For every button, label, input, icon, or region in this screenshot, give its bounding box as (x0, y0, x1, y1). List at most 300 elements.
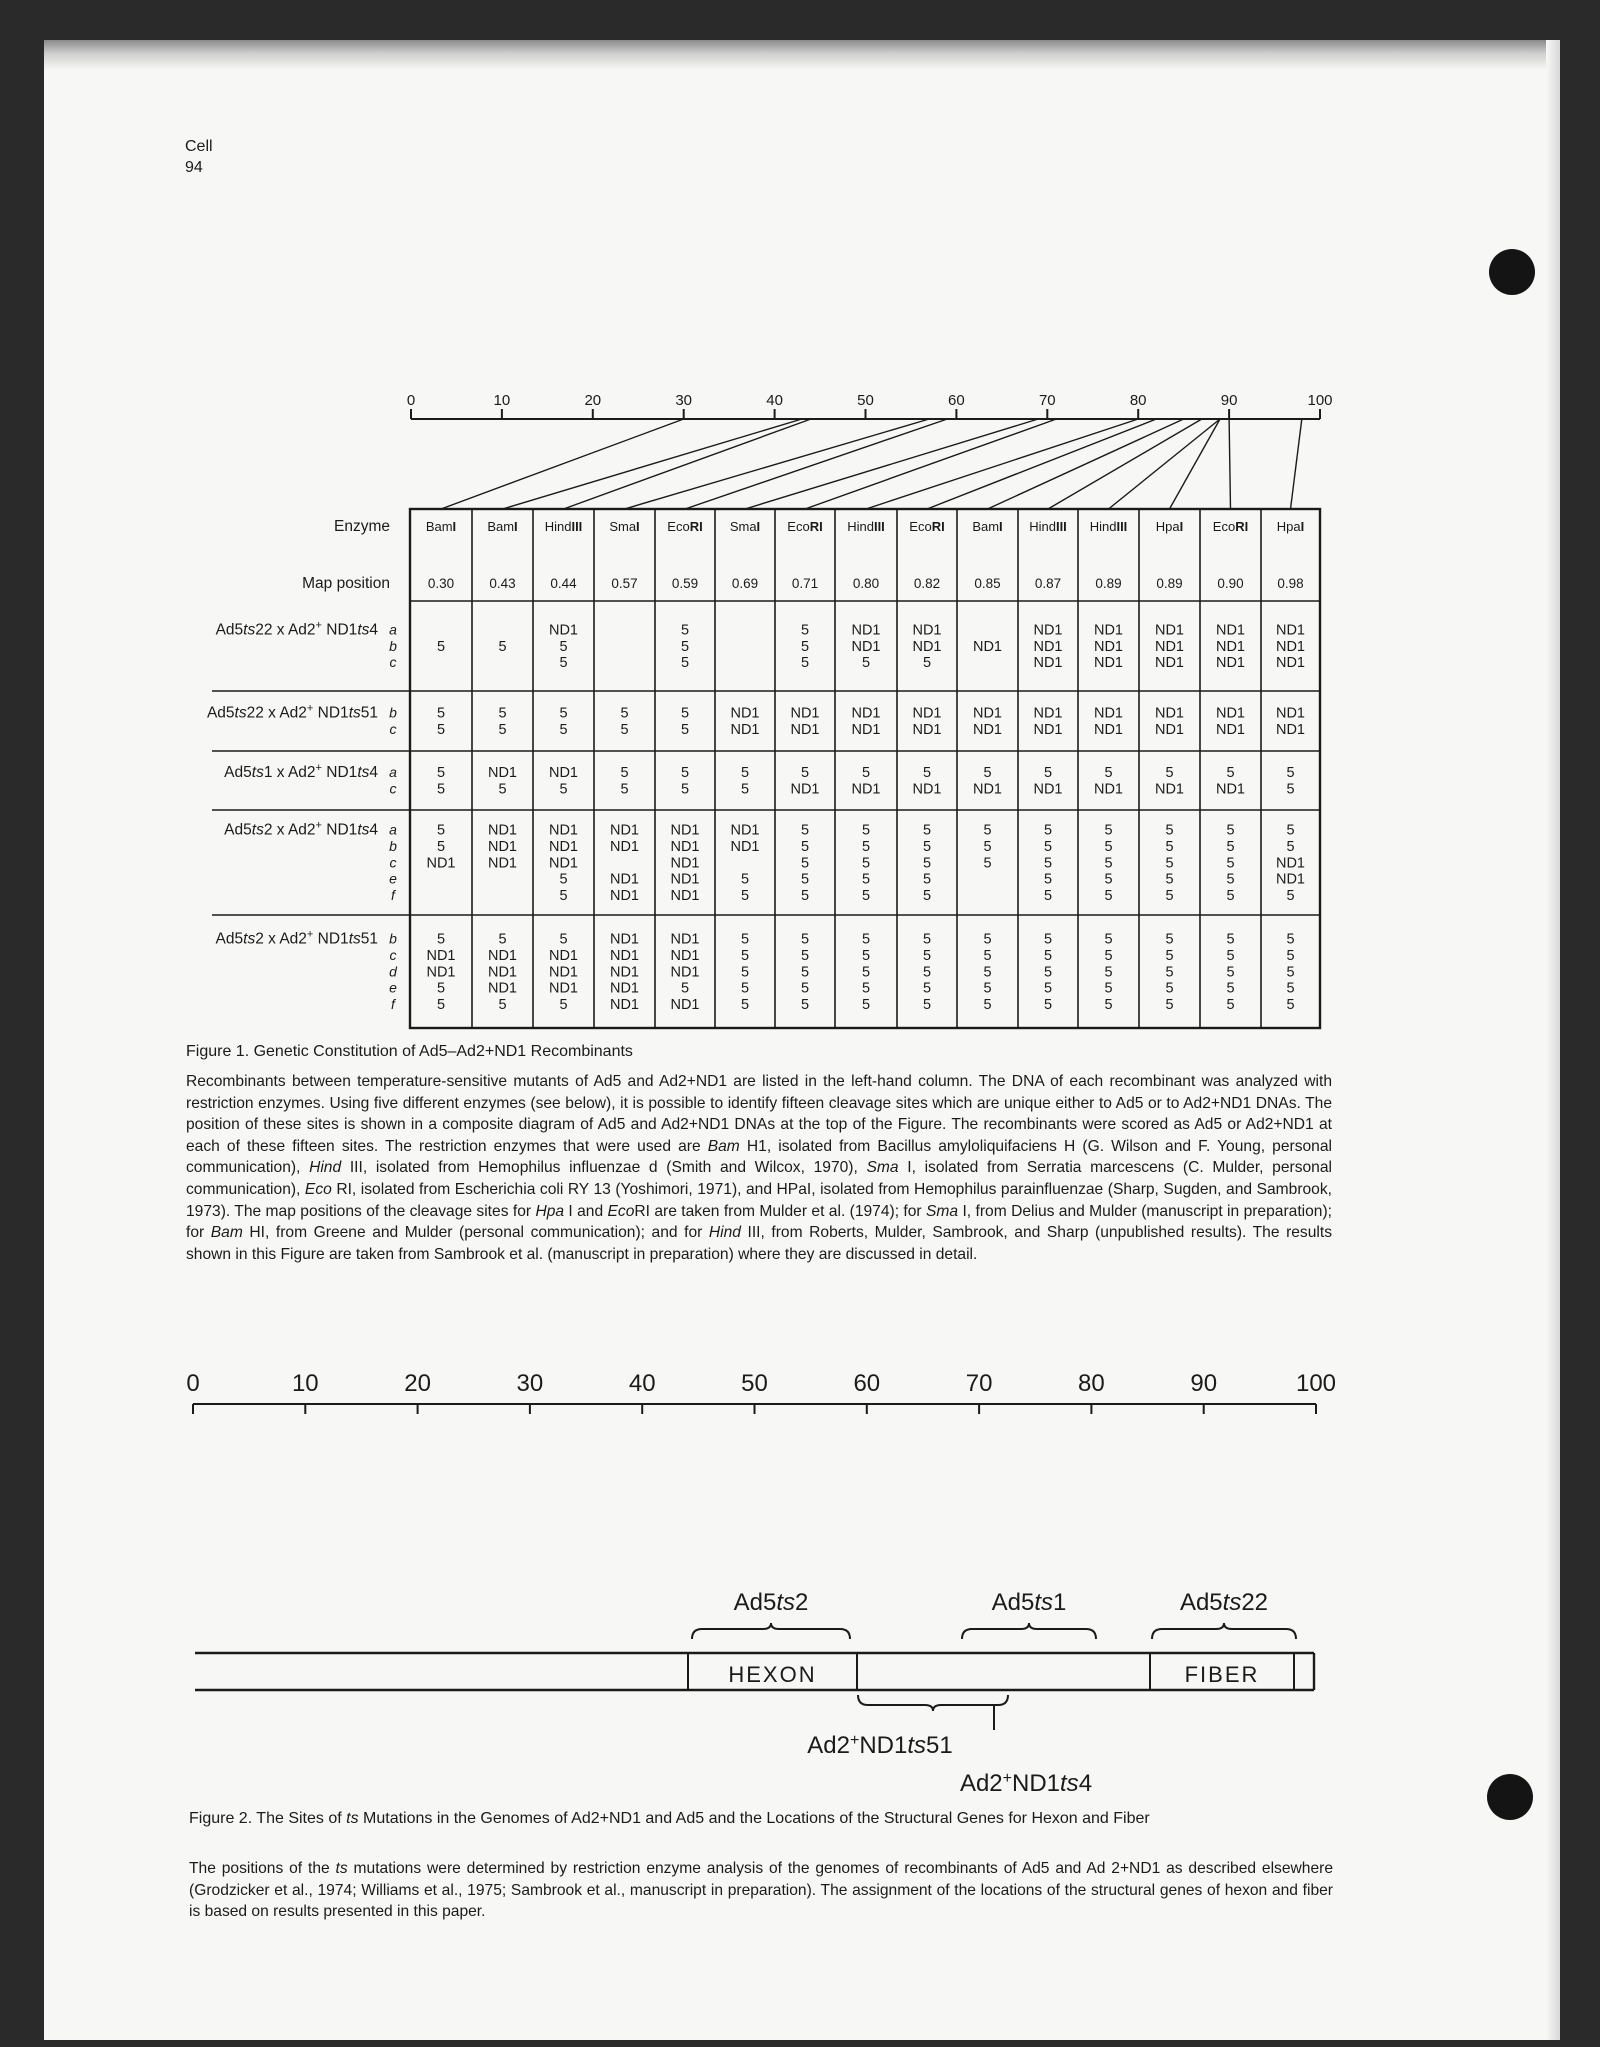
f1-label-sup: + (306, 702, 314, 715)
journal-name: Cell (185, 138, 213, 155)
f1-cell-value: 5 (559, 705, 568, 722)
f1-map-position-value: 0.43 (489, 576, 516, 591)
f1-cell-value: 5 (1226, 947, 1235, 964)
f1-cell-value: ND1 (972, 781, 1003, 798)
f2-axis-tick-label: 40 (628, 1370, 656, 1397)
f1-cell-value: 5 (1104, 947, 1113, 964)
f1-axis-tick-label: 50 (857, 392, 874, 409)
f1-cell-value: 5 (983, 964, 992, 981)
f1-cell-value: 5 (740, 888, 750, 905)
f1-cell-value: 5 (1286, 931, 1295, 948)
f1-cell-value: ND1 (1275, 855, 1306, 872)
f1-enzyme-numeral: III (571, 519, 583, 534)
f1-cell-value: ND1 (1215, 638, 1246, 655)
f2-label-part: ND1 (1012, 1770, 1061, 1797)
figure-1-map-axis (407, 392, 1333, 419)
f1-cell-value: 5 (1286, 964, 1295, 981)
f1-cell-value: 5 (436, 781, 446, 798)
f1-cell-value: 5 (1165, 871, 1174, 888)
f1-enzyme-label (1156, 519, 1183, 534)
f1-cell-value: ND1 (1275, 622, 1306, 639)
f1-enzyme-genus: Eco (667, 519, 690, 534)
f1-cell-value: 5 (1043, 888, 1053, 905)
f2-brace (858, 1695, 1008, 1711)
f1-cell-value: 5 (922, 947, 932, 964)
f1-cell-value: ND1 (1093, 638, 1124, 655)
f1-cell-value: 5 (983, 997, 992, 1014)
f1-clone-letter: a (389, 621, 397, 638)
f1-cell-value: ND1 (1033, 705, 1063, 722)
f1-cell-value: 5 (1226, 931, 1235, 948)
f1-cell-value: 5 (861, 997, 871, 1014)
f1-cell-value: ND1 (1215, 622, 1246, 639)
f1-cell-value: ND1 (790, 781, 820, 798)
f1-axis-tick-label: 0 (406, 392, 416, 409)
f1-cell-value: 5 (436, 838, 446, 855)
f1-cell-value: ND1 (670, 888, 700, 905)
caption-italic-term: Hind (708, 1224, 741, 1242)
f1-cell-value: 5 (620, 781, 629, 798)
f1-cell-value: 5 (983, 822, 992, 839)
caption-italic-term: Eco (607, 1202, 635, 1220)
f1-recombinant-label (224, 820, 378, 839)
f1-cell-value: ND1 (790, 705, 820, 722)
f1-cell-value: 5 (1043, 838, 1053, 855)
f1-cell-value: 5 (922, 980, 932, 997)
f1-cell-value: ND1 (670, 931, 700, 948)
f1-enzyme-row-label: Enzyme (334, 518, 390, 535)
f1-label-part: 51 (360, 930, 378, 948)
f2-brace (692, 1623, 850, 1639)
f1-axis-tick-label: 90 (1220, 392, 1238, 409)
f1-cell-value: 5 (1226, 765, 1235, 782)
f1-cell-value: 5 (922, 822, 932, 839)
f1-cell-value: 5 (983, 855, 992, 872)
f1-cell-value: ND1 (1215, 705, 1246, 722)
f1-label-ts: ts (243, 621, 256, 639)
f1-cell-value: 5 (559, 722, 568, 738)
f1-cell-value: ND1 (1033, 722, 1063, 738)
f1-cell-value: 5 (559, 997, 568, 1014)
f1-clone-letter: f (391, 887, 395, 904)
f1-cell-value: 5 (1286, 888, 1295, 905)
f1-cell-value: ND1 (851, 781, 881, 798)
f2-axis-tick-label: 30 (516, 1370, 544, 1397)
f1-axis-tick-label: 10 (493, 392, 511, 409)
f1-cell-value: 5 (1043, 964, 1053, 981)
f1-label-part: Ad5 (206, 704, 235, 722)
figure-1-site-connectors (441, 419, 1302, 509)
f1-label-part: 51 (360, 704, 378, 722)
f1-label-sup: + (315, 619, 322, 632)
f1-cell-value: 5 (740, 781, 750, 798)
f2-label-ts: ts (776, 1589, 796, 1616)
f1-label-part: 4 (369, 621, 378, 639)
f1-enzyme-genus: Hpa (1155, 519, 1180, 534)
caption-text-segment: Recombinants between temperature-sensitive mutants of Ad5 and Ad2+ND1 are listed in the left-hand column. The DNA of each recombinant was analyzed with restriction enzymes. Using five different enzymes (see below), it is possible to identify fifteen cleavage sites which are unique either to Ad5 or to Ad2+ND1 DNAs. The position of these sites is shown in a composite diagram of Ad5 and Ad2+ND1 DNAs at the top of the Figure. The recombinants were scored as Ad5 or Ad2+ND1 at each of these fifteen sites. The restriction enzymes that were used are (186, 1073, 1332, 1155)
f1-cell-value: 5 (800, 947, 810, 964)
f1-cell-value: 5 (559, 638, 568, 655)
f1-cell-value: ND1 (972, 705, 1003, 722)
f2-brace (1152, 1623, 1296, 1639)
f1-clone-letter: b (389, 704, 397, 721)
f1-connector-line (564, 419, 811, 509)
f1-enzyme-numeral: RI (689, 519, 703, 534)
f1-cell-value: ND1 (912, 781, 942, 798)
f1-enzyme-label (1213, 519, 1248, 534)
f1-cell-value: ND1 (1215, 655, 1246, 672)
f1-cell-value: ND1 (730, 722, 760, 738)
f1-label-part: Ad5 (215, 930, 244, 948)
f1-map-position-value: 0.30 (427, 576, 455, 591)
f1-axis-tick-label: 100 (1307, 392, 1333, 409)
f1-cell-value: 5 (436, 822, 446, 839)
f1-label-part: ND1 (321, 764, 358, 782)
caption-italic-term: ts (346, 1810, 359, 1827)
f2-label-sup: + (849, 1731, 860, 1749)
f1-enzyme-numeral: RI (1235, 519, 1249, 534)
f1-cell-value: ND1 (912, 722, 942, 738)
f2-axis-tick-label: 60 (853, 1370, 881, 1397)
f2-axis-tick-label: 0 (186, 1370, 200, 1397)
f1-cell-value: ND1 (972, 638, 1003, 655)
f1-connector-line (1170, 419, 1221, 509)
caption-italic-term: Sma (866, 1159, 899, 1177)
f1-recombinant-label (216, 929, 378, 948)
caption-italic-term: Hpa (535, 1202, 565, 1220)
f2-label-part: Ad2 (807, 1732, 850, 1759)
f1-cell-value: 5 (861, 855, 871, 872)
figure-2-brackets (692, 1589, 1296, 1797)
f1-enzyme-genus: Eco (1212, 519, 1236, 534)
f1-cell-value: 5 (559, 655, 568, 672)
figure-1-caption-body (186, 1071, 1332, 1265)
f1-cell-value: 5 (861, 871, 871, 888)
f1-connector-line (625, 419, 930, 509)
f1-cell-value: ND1 (548, 622, 579, 639)
f1-cell-value: 5 (1226, 871, 1235, 888)
f1-cell-value: 5 (861, 888, 871, 905)
f1-label-ts: ts (357, 764, 370, 782)
f1-cell-value: 5 (1286, 822, 1295, 839)
f1-cell-value: ND1 (548, 838, 579, 855)
f1-cell-value: ND1 (609, 838, 640, 855)
f1-enzyme-numeral: I (636, 519, 640, 534)
f1-cell-value: 5 (861, 765, 871, 782)
f2-label-part: Ad5 (733, 1589, 777, 1616)
f1-cell-value: ND1 (851, 722, 881, 738)
f1-cell-value: ND1 (670, 838, 700, 855)
f1-clone-letter: c (389, 721, 397, 737)
f1-cell-value: 5 (1286, 781, 1295, 798)
f1-cell-value: ND1 (1093, 781, 1124, 798)
f2-label-part: Ad5 (1179, 1589, 1223, 1616)
f1-cell-value: 5 (861, 980, 871, 997)
f2-axis-tick-label: 50 (741, 1370, 768, 1397)
f1-cell-value: 5 (861, 838, 871, 855)
f1-map-position-value: 0.69 (731, 576, 759, 591)
f1-cell-value: ND1 (487, 855, 518, 872)
f1-cell-value: 5 (680, 638, 690, 655)
f1-cell-value: ND1 (670, 997, 700, 1014)
f2-label-ts: ts (1222, 1589, 1242, 1616)
f1-enzyme-label (1277, 519, 1304, 534)
f1-enzyme-numeral: RI (931, 519, 945, 534)
f1-cell-value: ND1 (548, 765, 579, 782)
f1-cell-value: 5 (1226, 838, 1235, 855)
f1-cell-value: ND1 (487, 765, 518, 782)
f1-cell-value: 5 (922, 931, 932, 948)
f1-cell-value: 5 (1165, 997, 1174, 1014)
f1-cell-value: 5 (680, 765, 690, 782)
f1-cell-value: 5 (1043, 855, 1053, 872)
caption-italic-term: Eco (304, 1180, 332, 1198)
f1-cell-value: ND1 (1154, 655, 1185, 672)
f2-axis-tick-label: 80 (1078, 1370, 1105, 1397)
f2-bottom-bracket-label (960, 1770, 1092, 1798)
f1-cell-value: ND1 (609, 822, 640, 839)
f1-enzyme-genus: Hind (544, 519, 572, 534)
f1-cell-value: ND1 (1154, 638, 1185, 655)
f1-cell-value: 5 (1165, 980, 1174, 997)
f1-label-ts: ts (251, 821, 264, 839)
f1-cell-value: 5 (861, 947, 871, 964)
f1-cell-value: 5 (1104, 822, 1113, 839)
f1-cell-value: 5 (800, 931, 810, 948)
f1-cell-value: ND1 (1033, 622, 1063, 639)
f1-cell-value: ND1 (487, 822, 518, 839)
f2-hexon-label: HEXON (728, 1662, 817, 1687)
f1-cell-value: 5 (800, 997, 810, 1014)
caption-text-segment: RI, isolated from Escherichia coli RY 13 (Yoshimori, 1971), and HPaI, isolated from Hemophilus parainfluenzae (Sharp, Sugden, and Sambrook, 1973). The map positions of the cleavage sites for (186, 1180, 1332, 1220)
f1-enzyme-genus: Eco (909, 519, 932, 534)
f1-cell-value: ND1 (1275, 722, 1306, 738)
f1-cell-value: 5 (498, 997, 507, 1014)
f1-enzyme-genus: Bam (487, 519, 515, 534)
f1-cell-value: ND1 (1093, 722, 1124, 738)
f1-cell-value: ND1 (609, 931, 640, 948)
f1-cell-value: 5 (559, 888, 568, 905)
f1-cell-value: 5 (1165, 822, 1174, 839)
f1-cell-value: ND1 (730, 705, 760, 722)
f1-cell-value: 5 (861, 655, 871, 672)
f1-clone-letter: b (389, 837, 397, 854)
f1-cell-value: ND1 (1154, 705, 1185, 722)
f1-cell-value: ND1 (609, 997, 640, 1014)
f1-connector-line (927, 419, 1156, 509)
f1-cell-value: 5 (1226, 964, 1235, 981)
f1-cell-value: 5 (436, 722, 446, 738)
f1-label-part: ND1 (321, 821, 358, 839)
f1-cell-value: 5 (680, 781, 690, 798)
f1-connector-line (1291, 419, 1302, 509)
f1-enzyme-genus: Bam (972, 519, 1000, 534)
f1-map-position-row-label: Map position (302, 575, 390, 592)
f1-recombinant-label (216, 619, 379, 638)
f1-enzyme-numeral: I (756, 519, 761, 534)
f1-enzyme-genus: Hind (1029, 519, 1056, 534)
f1-cell-value: 5 (740, 931, 750, 948)
caption-italic-term: Bam (210, 1224, 243, 1242)
f1-cell-value: 5 (983, 947, 992, 964)
f1-cell-value: ND1 (487, 838, 518, 855)
f1-label-part: 2 x Ad2 (263, 821, 316, 839)
f1-label-ts: ts (348, 930, 361, 948)
f1-clone-letter: c (389, 780, 397, 797)
f1-cell-value: ND1 (670, 871, 700, 888)
f1-label-part: Ad5 (224, 821, 252, 839)
f1-cell-value: 5 (559, 871, 568, 888)
f1-label-ts: ts (357, 621, 370, 639)
f1-map-position-value: 0.71 (791, 576, 819, 591)
f1-cell-value: ND1 (609, 888, 640, 905)
f1-cell-value: ND1 (487, 980, 518, 997)
f1-label-part: 1 x Ad2 (263, 764, 316, 782)
f1-cell-value: 5 (1104, 997, 1113, 1014)
f1-cell-value: ND1 (426, 947, 456, 964)
f1-recombinant-label (207, 703, 378, 722)
f1-cell-value: 5 (800, 838, 810, 855)
f1-cell-value: 5 (498, 931, 507, 948)
f1-cell-value: ND1 (1154, 722, 1185, 738)
f1-cell-value: 5 (983, 765, 992, 782)
f1-cell-value: 5 (922, 765, 932, 782)
f1-cell-value: 5 (740, 964, 750, 981)
f1-cell-value: 5 (800, 638, 810, 655)
f2-label-part: Ad2 (959, 1770, 1003, 1797)
f1-map-position-value: 0.89 (1156, 576, 1183, 591)
f1-cell-value: 5 (1226, 855, 1235, 872)
f1-cell-value: 5 (740, 997, 750, 1014)
f1-cell-value: 5 (800, 765, 810, 782)
f2-label-part: 22 (1241, 1589, 1269, 1616)
f1-cell-value: 5 (436, 705, 446, 722)
caption-text-segment: III, from Roberts, Mulder, Sambrook, and Sharp (unpublished results). The results shown in this Figure are taken from Sambrook et al. (manuscript in preparation) where they are discussed in detail. (186, 1224, 1332, 1263)
f1-cell-value: 5 (983, 838, 992, 855)
f1-cell-value: 5 (1043, 931, 1053, 948)
f1-cell-value: ND1 (1033, 781, 1063, 798)
f1-enzyme-label (1029, 519, 1067, 534)
f1-enzyme-label (787, 519, 822, 534)
f1-cell-value: ND1 (912, 705, 942, 722)
figure-2-caption-body (189, 1858, 1333, 1923)
f1-enzyme-label (730, 519, 760, 534)
caption-text-segment: H1, isolated from Bacillus amyloliquifaciens H (G. Wilson and F. Young, personal communication), (186, 1137, 1332, 1177)
f1-map-position-value: 0.59 (671, 576, 699, 591)
f1-cell-value: ND1 (972, 722, 1003, 738)
f1-map-position-value: 0.87 (1034, 576, 1062, 591)
f2-label-ts: ts (1060, 1770, 1079, 1797)
f1-axis-tick-label: 80 (1129, 392, 1147, 409)
f1-cell-value: 5 (800, 622, 810, 639)
f1-cell-value: ND1 (1275, 655, 1306, 672)
f1-cell-value: 5 (1226, 822, 1235, 839)
f1-cell-value: ND1 (912, 638, 942, 655)
f1-cell-value: ND1 (1093, 655, 1124, 672)
f1-cell-value: ND1 (670, 947, 700, 964)
f1-cell-value: 5 (498, 705, 507, 722)
f1-enzyme-genus: Hind (847, 519, 874, 534)
f1-cell-value: 5 (436, 638, 446, 655)
f1-enzyme-label (909, 519, 944, 534)
figure-2-caption-title (189, 1808, 1333, 1829)
f1-cell-value: 5 (1165, 947, 1174, 964)
f1-enzyme-genus: Sma (609, 519, 637, 534)
f2-top-bracket-label (734, 1589, 809, 1616)
f1-label-ts: ts (348, 704, 361, 722)
f1-map-position-value: 0.44 (550, 576, 577, 591)
f1-cell-value: 5 (740, 871, 750, 888)
f2-label-ts: ts (1034, 1589, 1054, 1616)
f1-cell-value: 5 (1226, 888, 1235, 905)
f2-label-ts: ts (907, 1732, 927, 1759)
f1-cell-value: 5 (680, 705, 690, 722)
f1-cell-value: 5 (1165, 931, 1174, 948)
f1-enzyme-label (545, 519, 583, 534)
caption-text-segment: RI are taken from Mulder et al. (1974); for (634, 1202, 927, 1220)
f1-cell-value: 5 (800, 980, 810, 997)
f1-recombinant-label (224, 762, 378, 781)
figure-2-genome-bar (195, 1653, 1314, 1690)
caption-text-segment: III, isolated from Hemophilus influenzae d (Smith and Wilcox, 1970), (341, 1159, 867, 1177)
figure-1-table-text (207, 518, 1305, 1013)
f2-axis-tick-label: 90 (1190, 1370, 1218, 1397)
f1-label-part: ND1 (313, 704, 349, 722)
f1-cell-value: ND1 (730, 838, 760, 855)
f1-cell-value: ND1 (1093, 705, 1124, 722)
f2-label-sup: + (1002, 1769, 1012, 1787)
f1-cell-value: 5 (1165, 838, 1174, 855)
f1-cell-value: 5 (740, 947, 750, 964)
f1-label-part: Ad5 (215, 621, 244, 639)
f1-cell-value: 5 (559, 781, 568, 798)
f1-cell-value: 5 (1043, 997, 1053, 1014)
f1-cell-value: 5 (498, 781, 507, 798)
f2-label-part: 51 (926, 1732, 953, 1759)
f2-axis-tick-label: 10 (291, 1370, 319, 1397)
f1-cell-value: ND1 (548, 980, 579, 997)
f1-label-sup: + (315, 819, 322, 832)
figure-2-genome-map (0, 1350, 1600, 1800)
f1-cell-value: ND1 (851, 622, 881, 639)
f1-cell-value: 5 (1286, 765, 1295, 782)
f1-cell-value: ND1 (670, 822, 700, 839)
f1-label-ts: ts (357, 821, 370, 839)
f2-top-bracket-label (1180, 1589, 1268, 1616)
f1-cell-value: ND1 (1154, 622, 1185, 639)
f1-enzyme-label (667, 519, 702, 534)
f1-cell-value: 5 (436, 980, 446, 997)
f1-cell-value: 5 (1286, 997, 1295, 1014)
f1-map-position-value: 0.82 (913, 576, 941, 591)
f1-cell-value: 5 (1104, 871, 1113, 888)
page-number: 94 (185, 159, 203, 176)
f1-label-sup: + (315, 762, 322, 775)
f1-cell-value: 5 (800, 964, 810, 981)
caption-italic-term: Hind (309, 1159, 342, 1177)
f2-axis-tick-label: 70 (965, 1370, 993, 1397)
f1-cell-value: ND1 (670, 855, 700, 872)
figure-2-axis (186, 1370, 1336, 1414)
f1-cell-value: 5 (1286, 947, 1295, 964)
f1-cell-value: 5 (800, 822, 810, 839)
f1-label-part: 4 (369, 764, 378, 782)
f1-cell-value: 5 (1043, 871, 1053, 888)
f1-cell-value: ND1 (548, 964, 579, 981)
f1-enzyme-numeral: I (1300, 519, 1305, 534)
f1-map-position-value: 0.90 (1217, 576, 1244, 591)
f1-cell-value: ND1 (426, 964, 456, 981)
